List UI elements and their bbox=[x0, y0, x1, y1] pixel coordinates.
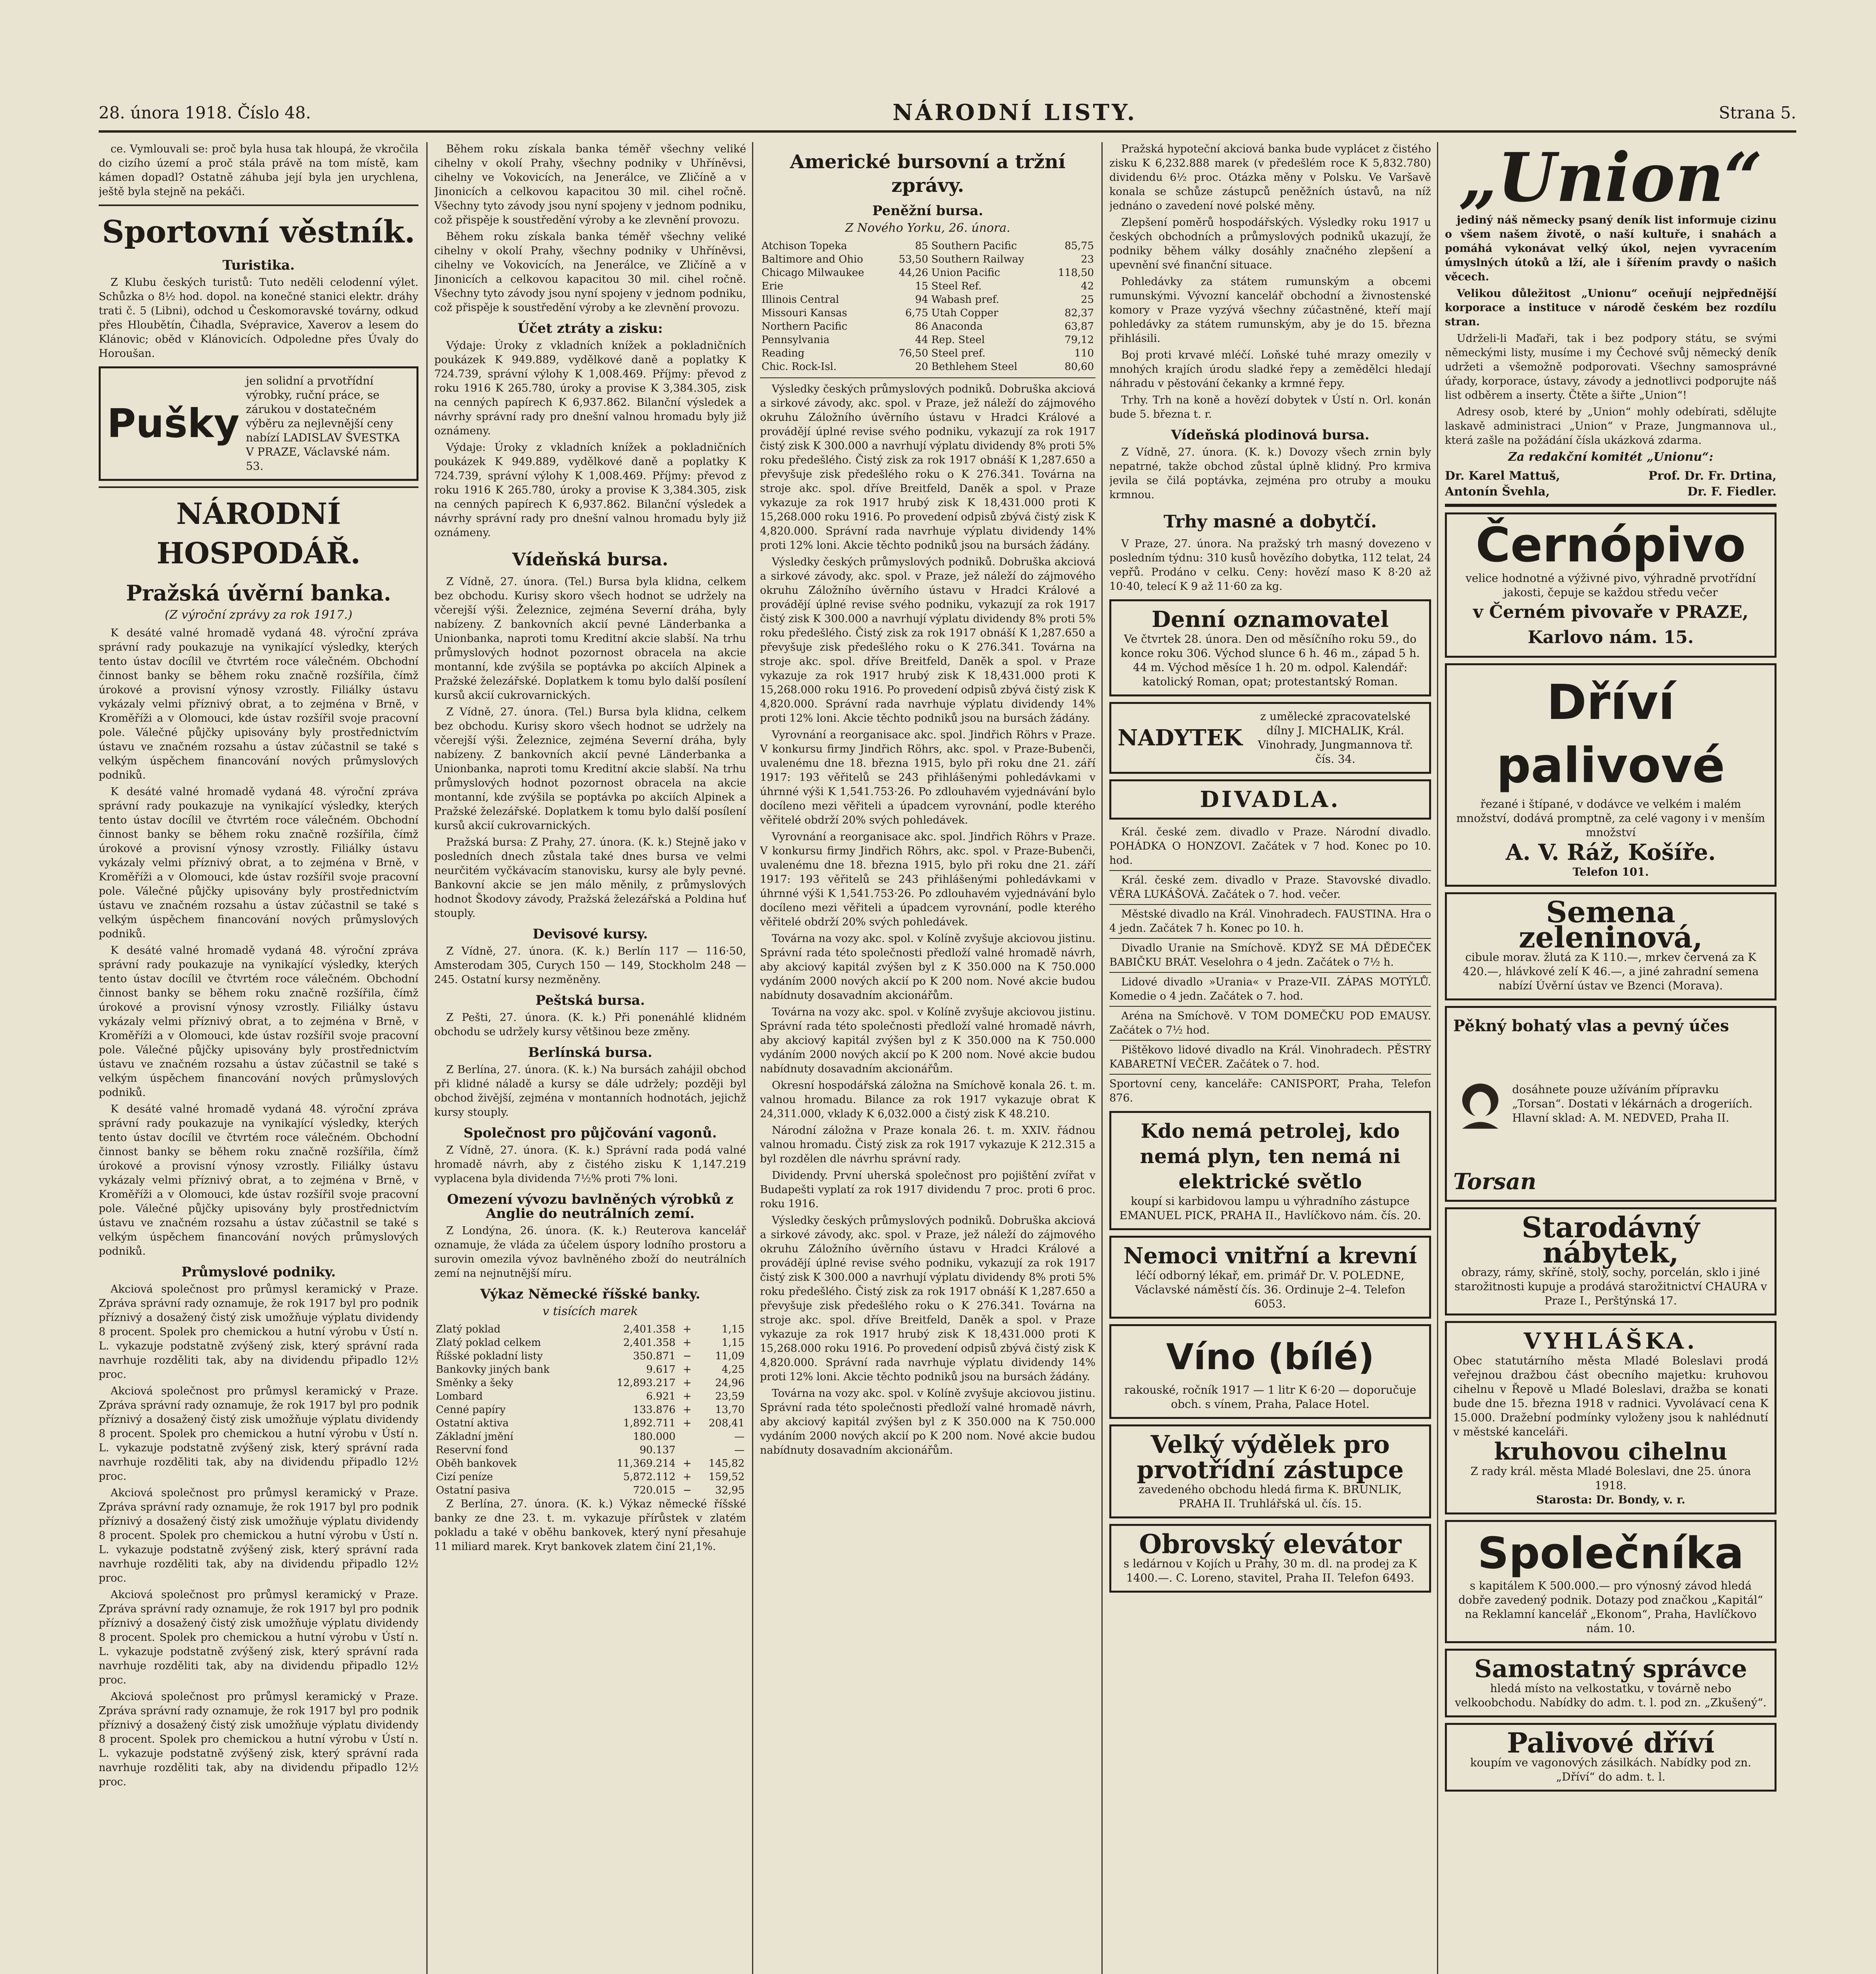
article-text: ce. Vymlouvali se: proč byla husa tak hloupá, že vkročila do cizího území a proč stála právě na tom místě, kam kámen dopadl? Ostatně záhuba její byla jen urychlena, ještě byla stejně na pekáči. bbox=[99, 143, 418, 198]
notice-text: Obec statutárního města Mladé Boleslavi prodá veřejnou dražbou část obecního majetku: kruhovou cihelnu v Řepově u Mladé Boleslavi, dražba se konati bude dne 15. března 1918 v radnici. Vyvolávací cena K 15.000. Dražební podmínky vyloženy jsou k nahlédnutí v městské kanceláři. bbox=[1453, 1354, 1768, 1438]
table-row bbox=[760, 333, 1096, 347]
table-cell: Bankovky jiných bank bbox=[436, 1364, 550, 1375]
article-text: Dividendy. První uherská společnost pro pojištění zvířat v Budapešti vyplatí za rok 1917 dividendu 7 proc. proti 6 proc. roku 1916. bbox=[760, 1169, 1096, 1210]
reichsbank-table bbox=[434, 1323, 746, 1497]
table-row bbox=[760, 293, 1096, 306]
ad-nadytek bbox=[1109, 702, 1431, 774]
table-cell bbox=[677, 1443, 693, 1457]
signature: Antonín Švehla, bbox=[1445, 485, 1550, 499]
theaters-header bbox=[1109, 779, 1431, 820]
article-title: Pražská úvěrní banka. bbox=[126, 580, 391, 606]
table-cell: Chic. Rock-Isl. bbox=[762, 361, 837, 373]
table-cell: Steel pref. bbox=[931, 347, 986, 359]
column-rule bbox=[426, 142, 428, 1974]
subsection-title: Společnost pro půjčování vagonů. bbox=[463, 1125, 717, 1141]
article-text: Výdaje: Úroky z vkladních knížek a pokladničních poukázek K 949.889, vydělkové daně a poplatky K 724.739, správní výlohy K 1,008.469. Příjmy: převod z roku 1916 K 265.780, úroky a provise K 3,384.305, zisk na cenných papírech K 6,937.862. Bilanční výsledek a návrhy správní rady pro dnešní valnou hromadu byly již oznámeny. bbox=[434, 441, 746, 539]
table-row bbox=[760, 360, 1096, 373]
table-cell: 44,26 bbox=[899, 267, 929, 279]
daily-notice-box bbox=[1109, 599, 1431, 696]
table-cell: Reading bbox=[762, 347, 805, 359]
article-text: Během roku získala banka téměř všechny veliké cihelny v okolí Prahy, všechny podniky v Uhříněvsi, cihelny ve Vokovicích, na Jenerálce, ve Zličíně a v Jinonicích a celkovou kapacitou 30 mil. cihel ročně. Všechny tyto závody jsou nyní spojeny v jednom podniku, což přispěje k soustředění výroby a ke zlevnění provozu. bbox=[434, 143, 746, 226]
signature-row bbox=[1445, 468, 1777, 484]
table-cell: 6,75 bbox=[905, 307, 929, 319]
article-text: Továrna na vozy akc. spol. v Kolíně zvyšuje akciovou jistinu. Správní rada této společnosti předloží valné hromadě návrh, aby akciový kapitál zvýšen byl z K 350.000 na K 750.000 vydáním 2000 nových akcií po K 200 nom. Nové akcie budou nabídnuty dosavadním akcionářům. bbox=[760, 933, 1096, 1002]
theater-listing: Aréna na Smíchově. V TOM DOMEČKU POD EMAUSY. Začátek o 7½ hod. bbox=[1109, 1009, 1431, 1041]
masthead-page-number: Strana 5. bbox=[1718, 103, 1796, 122]
subsection-title: Účet ztráty a zisku: bbox=[518, 321, 663, 336]
table-cell: Baltimore and Ohio bbox=[762, 253, 863, 265]
column-rule bbox=[752, 142, 753, 1974]
table-cell: 133.876 bbox=[633, 1404, 676, 1416]
ad-title: Pušky bbox=[107, 400, 240, 447]
article-text: Akciová společnost pro průmysl keramický v Praze. Zpráva správní rady oznamuje, že rok 1917 byl pro podnik příznivý a dosažený čistý zisk umožňuje výplatu dividendy 8 procent. Spolek pro chemickou a hutní výrobu v Ústí n. L. vykazuje podstatně zvýšený zisk, který správní rada navrhuje rozděliti tak, aby na dividendu připadlo 12½ proc. bbox=[99, 1589, 418, 1686]
theater-listing: Pištěkovo lidové divadlo na Král. Vinohradech. PĚSTRY KABARETNÍ VEČER. Začátek o 7. hod. bbox=[1109, 1043, 1431, 1075]
table-row bbox=[434, 1390, 746, 1403]
ad-text: cibule morav. žlutá za K 110.—, mrkev červená za K 420.—, hlávkové zelí K 46.—, a jiné zahradní semena nabízí Úvěrní ústav ve Bzenci (Morava). bbox=[1463, 951, 1759, 992]
committee-label: Za redakční komitét „Unionu“: bbox=[1508, 450, 1713, 464]
ad-text: léčí odborný lékař, em. primář Dr. V. POLEDNE, Václavské náměstí čís. 36. Ordinuje 2–4. Telefon 6053. bbox=[1135, 1269, 1405, 1310]
article-text: Z Berlína, 27. února. (K. k.) Výkaz německé říšské banky ze dne 23. t. m. vykazuje přírůstek v zlatém pokladu a také v oběhu bankovek, který nyní přesahuje 11 miliard marek. Kryt bankovek zlatem činí 21,1%. bbox=[434, 1498, 746, 1553]
column-rule bbox=[1101, 142, 1103, 1974]
table-cell: 23 bbox=[1081, 253, 1094, 265]
table-cell: Erie bbox=[762, 280, 784, 292]
table-cell: Pennsylvania bbox=[762, 334, 830, 346]
table-row bbox=[434, 1417, 746, 1430]
ad-title: Černópivo bbox=[1475, 518, 1746, 573]
table-cell: 20 bbox=[915, 361, 929, 373]
article-text: Akciová společnost pro průmysl keramický v Praze. Zpráva správní rady oznamuje, že rok 1917 byl pro podnik příznivý a dosažený čistý zisk umožňuje výplatu dividendy 8 procent. Spolek pro chemickou a hutní výrobu v Ústí n. L. vykazuje podstatně zvýšený zisk, který správní rada navrhuje rozděliti tak, aby na dividendu připadlo 12½ proc. bbox=[99, 1691, 418, 1788]
table-cell: 85,75 bbox=[1064, 240, 1094, 252]
table-cell: 24,96 bbox=[715, 1377, 745, 1389]
ad-text: z umělecké zpracovatelské dílny J. MICHALIK, Král. Vinohrady, Jungmannova tř. čís. 34. bbox=[1258, 710, 1413, 766]
divider bbox=[1445, 504, 1777, 507]
table-cell: Říšské pokladní listy bbox=[436, 1350, 543, 1362]
table-row bbox=[760, 239, 1096, 253]
table-cell: 79,12 bbox=[1064, 334, 1094, 346]
column-1 bbox=[99, 142, 418, 1974]
table-cell: 86 bbox=[915, 321, 929, 332]
signature: Dr. Karel Mattuš, bbox=[1445, 469, 1560, 483]
ad-vino bbox=[1109, 1324, 1431, 1419]
table-cell: Ostatní pasiva bbox=[436, 1484, 510, 1496]
ad-text: velice hodnotné a výživné pivo, výhradně prvotřídní jakosti, čepuje se každou středu večer bbox=[1465, 572, 1756, 599]
ad-place: v Černém pivovaře v PRAZE, Karlovo nám. 15. bbox=[1473, 602, 1748, 647]
ad-semena bbox=[1445, 892, 1777, 1000]
article-text: Trhy. Trh na koně a hovězí dobytek v Ústí n. Orl. konán bude 5. března t. r. bbox=[1109, 394, 1431, 420]
table-cell: 44 bbox=[915, 334, 929, 346]
divider bbox=[760, 377, 1096, 378]
table-cell: + bbox=[683, 1377, 692, 1389]
ad-petrolej bbox=[1109, 1111, 1431, 1230]
union-logo: „Union“ bbox=[1459, 142, 1763, 217]
article-text: Výsledky českých průmyslových podniků. Dobruška akciová a sirkové závody, akc. spol. v Praze, jež náleží do zájmového okruhu Záložního úvěrního ústavu v Hradci Králové a provádějí úplné revise svého podniku, vykazují za rok 1917 čistý zisk K 300.000 a navrhují výplatu dividendy 8% proti 5% roku předešlého. Čistý zisk za rok 1917 obnáší K 1,287.650 a převyšuje zisk předešlého roku o K 276.341. Továrna na stroje akc. spol. dříve Breitfeld, Daněk a spol. v Praze vykazuje za rok 1917 hrubý zisk K 18,431.000 proti K 15,268.000 roku 1916. Po provedení odpisů zbývá čistý zisk K 4,820.000. Správní rada navrhuje výplatu dividendy 14% proti 12% loni. Akcie těchto podniků jsou na bursách žádány. bbox=[760, 383, 1096, 552]
table-row bbox=[434, 1470, 746, 1484]
article-text: Pražská bursa: Z Prahy, 27. února. (K. k.) Stejně jako v posledních dnech zůstala také dnes bursa ve velmi neurčitém vyčkávacím stanovisku, kursy ale byly pevné. Bankovní akcie se jen málo měnily, z průmyslových hodnot Škodovy závody, Pražská železářská a Poldina huť stouply. bbox=[434, 836, 746, 919]
ad-spolecnik bbox=[1445, 1520, 1777, 1643]
theater-listing: Král. české zem. divadlo v Praze. Stavovské divadlo. VĚRA LUKÁŠOVÁ. Začátek o 7. hod. večer. bbox=[1109, 873, 1431, 905]
table-cell: + bbox=[683, 1364, 692, 1375]
ad-title: Víno (bílé) bbox=[1166, 1336, 1375, 1378]
table-cell: 82,37 bbox=[1064, 307, 1094, 319]
table-cell: 11,369.214 bbox=[617, 1458, 676, 1469]
table-cell: 9.617 bbox=[646, 1364, 676, 1375]
table-cell: 2,401.358 bbox=[623, 1337, 676, 1349]
table-cell: Steel Ref. bbox=[931, 280, 982, 292]
article-text: Z Vídně, 27. února. (K. k.) Správní rada podá valné hromadě návrh, aby z čistého zisku K 1,147.219 vyplacena byla dividenda 7½% proti 7% loni. bbox=[434, 1144, 746, 1185]
table-cell: + bbox=[683, 1337, 692, 1349]
masthead bbox=[99, 99, 1796, 133]
article-text: Z Pešti, 27. února. (K. k.) Při ponenáhlé klidném obchodu se udržely kursy většinou beze změny. bbox=[434, 1011, 746, 1038]
ad-title: Semena zeleninová, bbox=[1518, 895, 1703, 955]
table-cell: 208,41 bbox=[709, 1417, 745, 1429]
table-cell: + bbox=[683, 1404, 692, 1416]
table-cell: Cenné papíry bbox=[436, 1404, 506, 1416]
table-cell: Utah Copper bbox=[931, 307, 998, 319]
table-cell: 1,15 bbox=[722, 1337, 745, 1349]
column-2 bbox=[434, 142, 746, 1974]
ad-title: Nemoci vnitřní a krevní bbox=[1123, 1243, 1417, 1269]
table-cell: 12,893.217 bbox=[617, 1377, 676, 1389]
table-cell: 720.015 bbox=[633, 1484, 676, 1496]
theater-listing: Městské divadlo na Král. Vinohradech. FAUSTINA. Hra o 4 jedn. Začátek 7 h. Konec po 10. h. bbox=[1109, 907, 1431, 939]
ad-title: Společníka bbox=[1477, 1528, 1744, 1578]
article-text: Vyrovnání a reorganisace akc. spol. Jindřich Röhrs v Praze. V konkursu firmy Jindřich Röhrs, akc. spol. v Praze-Bubenči, uvalenému dne 18. března 1915, bylo při roku dne 21. září 1917: 193 věřitelů se 243 přihlášenými pohledávkami v úhrnné výši K 1,541.753·26. Po zdlouhavém vyjednávání bylo docíleno mezi věřiteli a úpadcem vyrovnání, podle kterého věřitelé obdrží 20% svých pohledávek. bbox=[760, 729, 1096, 826]
table-cell: Illinois Central bbox=[762, 294, 839, 306]
ad-palive bbox=[1445, 1723, 1777, 1792]
ad-text: s kapitálem K 500.000.— pro výnosný závod hledá dobře zavedený podnik. Dotazy pod značkou „Kapitál“ na Reklamní kancelář „Ekonom“, Praha, Havlíčkovo nám. 10. bbox=[1458, 1579, 1763, 1635]
ad-phone: Telefon 101. bbox=[1572, 865, 1649, 878]
table-cell: 42 bbox=[1081, 280, 1094, 292]
table-cell: Rep. Steel bbox=[931, 334, 985, 346]
ad-drivi bbox=[1445, 663, 1777, 887]
ad-cernopivo bbox=[1445, 512, 1777, 658]
table-cell: Southern Railway bbox=[931, 253, 1024, 265]
column-4 bbox=[1109, 142, 1431, 1974]
american-stock-table bbox=[760, 239, 1096, 373]
column-5 bbox=[1445, 142, 1777, 1974]
ad-spravce bbox=[1445, 1649, 1777, 1717]
table-cell: Základní jmění bbox=[436, 1431, 514, 1443]
table-row bbox=[760, 253, 1096, 266]
table-cell: Ostatní aktiva bbox=[436, 1417, 509, 1429]
table-cell: — bbox=[734, 1444, 745, 1456]
union-slogan: Velikou důležitost „Unionu“ oceňují nejpřednější korporace a instituce v národě českém bez rozdílu stran. bbox=[1445, 287, 1777, 328]
article-caption: (Z výroční zprávy za rok 1917.) bbox=[165, 608, 353, 622]
table-cell: 350.871 bbox=[633, 1350, 676, 1362]
table-cell: 1,892.711 bbox=[623, 1417, 676, 1429]
article-text: Z Vídně, 27. února. (K. k.) Dovozy všech zrnin byly nepatrné, takže obchod zůstal úplně klidný. Pro krmiva jevila se čilá poptávka, zejména pro otruby a mouku krmnou. bbox=[1109, 446, 1431, 501]
table-cell: Zlatý poklad celkem bbox=[436, 1337, 541, 1349]
table-cell: 76,50 bbox=[899, 347, 929, 359]
column-3 bbox=[760, 142, 1096, 1974]
article-text: Z Vídně, 27. února. (Tel.) Bursa byla klidna, celkem bez obchodu. Kurisy skoro všech hodnot se udržely na včerejší výši. Železnice, zejména Severní dráha, byly nabízeny. Z bankovních akcií pevné Länderbanka a Unionbanka, naproti tomu Kreditní akcie slabší. Na trhu průmyslových hodnot pozornost obracela na akcie montanní, kde zvýšila se poptávka po akciích Alpinek a Pražské železářské. Doplatkem k tomu bylo další posílení kursů akcií cukrovarnických. bbox=[434, 576, 746, 702]
table-cell: Northern Pacific bbox=[762, 321, 848, 332]
article-text: Vyrovnání a reorganisace akc. spol. Jindřich Röhrs v Praze. V konkursu firmy Jindřich Röhrs, akc. spol. v Praze-Bubenči, uvalenému dne 18. března 1915, bylo při roku dne 21. září 1917: 193 věřitelů se 243 přihlášenými pohledávkami v úhrnné výši K 1,541.753·26. Po zdlouhavém vyjednávání bylo docíleno mezi věřiteli a úpadcem vyrovnání, podle kterého věřitelé obdrží 20% svých pohledávek. bbox=[760, 831, 1096, 928]
table-cell: Reservní fond bbox=[436, 1444, 508, 1456]
section-title-theaters: DIVADLA. bbox=[1200, 786, 1341, 812]
theater-list bbox=[1109, 825, 1431, 1075]
notice-mayor: Starosta: Dr. Bondy, v. r. bbox=[1536, 1493, 1685, 1506]
article-text: K desáté valné hromadě vydaná 48. výroční zpráva správní rady poukazuje na vynikající výsledky, kterých tento ústav docílil ve čtvrtém roce válečném. Obchodní činnost banky se během roku značně rozšířila, čímž úrokové a provisní výnosy vzrostly. Filiálky ústavu vykázaly velmi příznivý obrat, a to zejména v Brně, v Kroměříži a v Olomouci, kde ústav rozšířil svoje pracovní pole. Válečné půjčky upisovány byly prostřednictvím ústavu ve značném rozsahu a ústav zúčastnil se také s velkým úspěchem financování nových průmyslových podniků. bbox=[99, 786, 418, 940]
table-cell: Bethlehem Steel bbox=[931, 361, 1017, 373]
article-text: Z Berlína, 27. února. (K. k.) Na bursách zahájil obchod při klidné náladě a kursy se dále udržely; později byl obchod živější, zejména v montanních hodnotách, jejichž kursy stouply. bbox=[434, 1064, 746, 1118]
table-row bbox=[760, 280, 1096, 293]
table-cell: 159,52 bbox=[709, 1471, 745, 1483]
article-text: Výdaje: Úroky z vkladních knížek a pokladničních poukázek K 949.889, vydělkové daně a poplatky K 724.739, správní výlohy K 1,008.469. Příjmy: převod z roku 1916 K 265.780, úroky a provise K 3,384.305, zisk na cenných papírech K 6,937.862. Bilanční výsledek a návrhy správní rady pro dnešní valnou hromadu byly již oznámeny. bbox=[434, 340, 746, 437]
table-cell: Cizí peníze bbox=[436, 1471, 493, 1483]
article-text: Akciová společnost pro průmysl keramický v Praze. Zpráva správní rady oznamuje, že rok 1917 byl pro podnik příznivý a dosažený čistý zisk umožňuje výplatu dividendy 8 procent. Spolek pro chemickou a hutní výrobu v Ústí n. L. vykazuje podstatně zvýšený zisk, který správní rada navrhuje rozděliti tak, aby na dividendu připadlo 12½ proc. bbox=[99, 1385, 418, 1482]
table-row bbox=[434, 1457, 746, 1470]
article-text: Adresy osob, které by „Union“ mohly odebírati, sdělujte laskavě administraci „Union“ v Praze, Jungmannova ul., která zašle na požádání čísla ukázková zdarma. bbox=[1445, 406, 1777, 447]
ad-nemoci bbox=[1109, 1236, 1431, 1319]
table-row bbox=[760, 266, 1096, 280]
signature: Dr. F. Fiedler. bbox=[1687, 485, 1777, 499]
ad-pusky bbox=[99, 366, 418, 481]
subsection-title: Peněžní bursa. bbox=[872, 203, 983, 219]
article-text: Výsledky českých průmyslových podniků. Dobruška akciová a sirkové závody, akc. spol. v Praze, jež náleží do zájmového okruhu Záložního úvěrního ústavu v Hradci Králové a provádějí úplné revise svého podniku, vykazují za rok 1917 čistý zisk K 300.000 a navrhují výplatu dividendy 8% proti 5% roku předešlého. Čistý zisk za rok 1917 obnáší K 1,287.650 a převyšuje zisk předešlého roku o K 276.341. Továrna na stroje akc. spol. dříve Breitfeld, Daněk a spol. v Praze vykazuje za rok 1917 hrubý zisk K 18,431.000 proti K 15,268.000 roku 1916. Po provedení odpisů zbývá čistý zisk K 4,820.000. Správní rada navrhuje výplatu dividendy 14% proti 12% loni. Akcie těchto podniků jsou na bursách žádány. bbox=[760, 1214, 1096, 1383]
article-text: Akciová společnost pro průmysl keramický v Praze. Zpráva správní rady oznamuje, že rok 1917 byl pro podnik příznivý a dosažený čistý zisk umožňuje výplatu dividendy 8 procent. Spolek pro chemickou a hutní výrobu v Ústí n. L. vykazuje podstatně zvýšený zisk, který správní rada navrhuje rozděliti tak, aby na dividendu připadlo 12½ proc. bbox=[99, 1283, 418, 1381]
article-text: Z Londýna, 26. února. (K. k.) Reuterova kancelář oznamuje, že vláda za účelem úspory lodního prostoru a surovin omezila vývoz bavlněného zboží do neutrálních zemí na nejnutnější míru. bbox=[434, 1225, 746, 1280]
table-cell: 110 bbox=[1074, 347, 1094, 359]
table-cell: 90.137 bbox=[640, 1444, 676, 1456]
table-cell: Lombard bbox=[436, 1390, 483, 1402]
ad-text: Sportovní ceny, kanceláře: CANISPORT, Praha, Telefon 876. bbox=[1109, 1078, 1431, 1104]
subsection-title: Devisové kursy. bbox=[533, 926, 648, 942]
table-cell: Southern Pacific bbox=[931, 240, 1017, 252]
table-cell: + bbox=[683, 1471, 692, 1483]
ad-text: Ve čtvrtek 28. února. Den od měsíčního roku 59., do konce roku 306. Východ slunce 6 h. 46 m., západ 5 h. 44 m. Východ měsíce 1 h. 20 m. odpol. Kalendář: katolický Roman, opat; protestantský Roman. bbox=[1120, 632, 1420, 688]
table-cell: Chicago Milwaukee bbox=[762, 267, 864, 279]
article-text: Udrželi-li Maďaři, tak i bez podpory státu, se svými německými listy, musíme i my Čechové svůj německý deník udržeti a všemožně podporovati. Všechny samosprávné úřady, korporace, ústavy, závody a jednotlivci podporujte náš list odběrem a inserty. Čtěte a šiřte „Union“! bbox=[1445, 332, 1777, 402]
table-cell: 145,82 bbox=[709, 1458, 745, 1469]
table-row bbox=[434, 1336, 746, 1349]
notice-subject: kruhovou cihelnu bbox=[1494, 1438, 1728, 1465]
table-cell: − bbox=[683, 1350, 692, 1362]
table-cell: Oběh bankovek bbox=[436, 1458, 517, 1469]
table-cell: Union Pacific bbox=[931, 267, 1000, 279]
article-text: Z Vídně, 27. února. (Tel.) Bursa byla klidna, celkem bez obchodu. Kurisy skoro všech hodnot se udržely na včerejší výši. Železnice, zejména Severní dráha, byly nabízeny. Z bankovních akcií pevné Länderbanka a Unionbanka, naproti tomu Kreditní akcie slabší. Na trhu průmyslových hodnot pozornost obracela na akcie montanní, kde zvýšila se poptávka po akciích Alpinek a Pražské železářské. Doplatkem k tomu bylo další posílení kursů akcií cukrovarnických. bbox=[434, 706, 746, 832]
table-cell: 15 bbox=[915, 280, 929, 292]
ad-title: Dříví palivové bbox=[1496, 674, 1725, 794]
ad-title: Samostatný správce bbox=[1474, 1654, 1747, 1683]
table-row bbox=[434, 1349, 746, 1363]
ad-text: koupí si karbidovou lampu u výhradního zástupce EMANUEL PICK, PRAHA II., Havlíčkovo nám. čís. 20. bbox=[1119, 1195, 1421, 1222]
table-cell: 118,50 bbox=[1058, 267, 1094, 279]
article-text: Pohledávky za státem rumunským a obcemi rumunskými. Vývozní kancelář obchodní a živnostenské komory v Praze vyzývá všechny zúčastněné, kteří mají pohledávky za státem rumunským, aby je do 15. března přihlásili. bbox=[1109, 276, 1431, 345]
ad-text: koupím ve vagonových zásilkách. Nabídky pod zn. „Dříví“ do adm. t. l. bbox=[1470, 1756, 1751, 1783]
ad-title: Palivové dříví bbox=[1507, 1726, 1715, 1759]
article-text: Z Klubu českých turistů: Tuto neděli celodenní výlet. Schůzka o 8½ hod. dopol. na konečné stanici elektr. dráhy trati č. 5 (Libni), odchod u Českomoravské továrny, odkud přes Hloubětín, Čihadla, Svépravice, Xaverov a lesem do Klánovic; oběd v Klánovicích. Odpoledne přes Úvaly do Horoušan. bbox=[99, 276, 418, 360]
table-row bbox=[434, 1443, 746, 1457]
subsection-title: Výkaz Německé říšské banky. bbox=[480, 1286, 700, 1302]
table-row bbox=[434, 1376, 746, 1390]
table-cell: 2,401.358 bbox=[623, 1323, 676, 1335]
article-text: V Praze, 27. února. Na pražský trh masný dovezeno v posledním týdnu: 310 kusů hovězího dobytka, 112 telat, 24 vepřů. Prodáno v celku. Ceny: hovězí maso K 8·20 až 10·40, telecí K 9 až 11·60 za kg. bbox=[1109, 538, 1431, 593]
table-cell: 4,25 bbox=[722, 1364, 745, 1375]
table-cell: 6.921 bbox=[646, 1390, 676, 1402]
ad-text: jen solidní a prvotřídní výrobky, ruční práce, se zárukou v dostatečném výběru za nejlevnější ceny nabízí LADISLAV ŠVESTKA V PRAZE, Václavské nám. 53. bbox=[246, 374, 400, 473]
ad-title: Kdo nemá petrolej, kdo nemá plyn, ten nemá ni elektrické světlo bbox=[1140, 1119, 1401, 1193]
article-text: Pražská hypoteční akciová banka bude vyplácet z čistého zisku K 6,232.888 marek (v předešlém roce K 5,832.780) dividendu 6½ proc. Otázka měny v Polsku. Ve Varšavě konala se schůze zástupců peněžních ústavů, na níž jednáno o zavedení nové polské měny. bbox=[1109, 143, 1431, 212]
table-row bbox=[434, 1430, 746, 1443]
table-cell: Směnky a šeky bbox=[436, 1377, 514, 1389]
notice-vyhlaska bbox=[1445, 1321, 1777, 1514]
article-title: Vídeňská bursa. bbox=[512, 550, 668, 570]
article-text: Boj proti krvavé mléčí. Loňské tuhé mrazy omezily v mnohých krajích úrodu sladké řepy a zemědělci hledají náhradu v pěstování čekanky a krmné řepy. bbox=[1109, 349, 1431, 390]
article-text: Výsledky českých průmyslových podniků. Dobruška akciová a sirkové závody, akc. spol. v Praze, jež náleží do zájmového okruhu Záložního úvěrního ústavu v Hradci Králové a provádějí úplné revise svého podniku, vykazují za rok 1917 čistý zisk K 300.000 a navrhují výplatu dividendy 8% proti 5% roku předešlého. Čistý zisk za rok 1917 obnáší K 1,287.650 a převyšuje zisk předešlého roku o K 276.341. Továrna na stroje akc. spol. dříve Breitfeld, Daněk a spol. v Praze vykazuje za rok 1917 hrubý zisk K 18,431.000 proti K 15,268.000 roku 1916. Po provedení odpisů zbývá čistý zisk K 4,820.000. Správní rada navrhuje výplatu dividendy 14% proti 12% loni. Akcie těchto podniků jsou na bursách žádány. bbox=[760, 556, 1096, 724]
woman-portrait-illustration bbox=[1453, 1039, 1507, 1169]
column-rule bbox=[1437, 142, 1438, 1974]
article-text: Továrna na vozy akc. spol. v Kolíně zvyšuje akciovou jistinu. Správní rada této společnosti předloží valné hromadě návrh, aby akciový kapitál zvýšen byl z K 350.000 na K 750.000 vydáním 2000 nových akcií po K 200 nom. Nové akcie budou nabídnuty dosavadním akcionářům. bbox=[760, 1006, 1096, 1075]
table-cell: + bbox=[683, 1323, 692, 1335]
table-row bbox=[760, 320, 1096, 333]
ad-title: Starodávný nábytek, bbox=[1521, 1210, 1700, 1269]
ad-vydelek bbox=[1109, 1424, 1431, 1518]
subsection-title: Peštská bursa. bbox=[535, 993, 645, 1008]
ad-text: rakouské, ročník 1917 — 1 litr K 6·20 — doporučuje obch. s vínem, Praha, Palace Hotel. bbox=[1124, 1383, 1416, 1411]
ad-torsan bbox=[1445, 1006, 1777, 1202]
table-cell: 32,95 bbox=[715, 1484, 745, 1496]
notice-sign: Z rady král. města Mladé Boleslavi, dne 25. února 1918. bbox=[1470, 1465, 1751, 1492]
ad-title: Denní oznamovatel bbox=[1152, 606, 1389, 632]
ad-text: dosáhnete pouze užíváním přípravku „Torsan“. Dostati v lékárnách a drogeriích. Hlavní sklad: A. M. NEDVED, Praha II. bbox=[1512, 1083, 1753, 1124]
subsection-title: Průmyslové podniky. bbox=[181, 1264, 336, 1280]
table-cell: Anaconda bbox=[931, 321, 983, 332]
article-text: Národní záložna v Praze konala 26. t. m. XXIV. řádnou valnou hromadu. Čistý zisk za rok 1917 vykazuje K 212.315 a byl rozdělen dle návrhu správní rady. bbox=[760, 1124, 1096, 1165]
ad-text: s ledárnou v Kojích u Prahy, 30 m. dl. na prodej za K 1400.—. C. Loreno, stavitel, Praha II. Telefon 6493. bbox=[1123, 1557, 1417, 1584]
table-cell: + bbox=[683, 1390, 692, 1402]
ad-logo: Torsan bbox=[1453, 1169, 1536, 1195]
theater-listing: Divadlo Uranie na Smíchově. KDYŽ SE MÁ DĚDEČEK BABIČKU BRÁT. Veselohra o 4 jedn. Začátek o 7½ h. bbox=[1109, 941, 1431, 973]
table-cell bbox=[677, 1430, 693, 1443]
table-row bbox=[760, 347, 1096, 360]
divider bbox=[99, 205, 418, 206]
table-row bbox=[434, 1403, 746, 1417]
table-cell: 53,50 bbox=[899, 253, 929, 265]
signature-row bbox=[1445, 484, 1777, 500]
article-text: Z Vídně, 27. února. (K. k.) Berlín 117 — 116·50, Amsterodam 305, Curych 150 — 149, Stockholm 248 — 245. Ostatní kursy nezměněny. bbox=[434, 945, 746, 986]
masthead-date: 28. února 1918. Číslo 48. bbox=[99, 103, 311, 122]
subsection-title: Turistika. bbox=[222, 257, 295, 273]
article-title: Trhy masné a dobytčí. bbox=[1163, 512, 1377, 532]
table-cell: 80,60 bbox=[1064, 361, 1094, 373]
subsection-title: Omezení vývozu bavlněných výrobků z Anglie do neutrálních zemí. bbox=[447, 1192, 734, 1222]
ad-title: Velký výdělek pro prvotřídní zástupce bbox=[1137, 1430, 1404, 1484]
article-text: Továrna na vozy akc. spol. v Kolíně zvyšuje akciovou jistinu. Správní rada této společnosti předloží valné hromadě návrh, aby akciový kapitál zvýšen byl z K 350.000 na K 750.000 vydáním 2000 nových akcií po K 200 nom. Nové akcie budou nabídnuty dosavadním akcionářům. bbox=[760, 1387, 1096, 1456]
ad-title: Obrovský elevátor bbox=[1139, 1529, 1401, 1559]
table-cell: 11,09 bbox=[715, 1350, 745, 1362]
ad-text: řezané i štípané, v dodávce ve velkém i malém množství, dodává promptně, za celé vagony i v menším množství bbox=[1456, 797, 1765, 839]
table-row bbox=[760, 306, 1096, 320]
table-cell: 23,59 bbox=[715, 1390, 745, 1402]
table-cell: 1,15 bbox=[722, 1323, 745, 1335]
ad-firm: A. V. Ráž, Košíře. bbox=[1505, 839, 1716, 865]
table-caption: v tisících marek bbox=[542, 1304, 638, 1318]
subsection-title: Berlínská bursa. bbox=[528, 1045, 653, 1060]
table-cell: 25 bbox=[1081, 294, 1094, 306]
ad-elevator bbox=[1109, 1524, 1431, 1593]
article-text: K desáté valné hromadě vydaná 48. výroční zpráva správní rady poukazuje na vynikající výsledky, kterých tento ústav docílil ve čtvrtém roce válečném. Obchodní činnost banky se během roku značně rozšířila, čímž úrokové a provisní výnosy vzrostly. Filiálky ústavu vykázaly velmi příznivý obrat, a to zejména v Brně, v Kroměříži a v Olomouci, kde ústav rozšířil svoje pracovní pole. Válečné půjčky upisovány byly prostřednictvím ústavu ve značném rozsahu a ústav zúčastnil se také s velkým úspěchem financování nových průmyslových podniků. bbox=[99, 627, 418, 781]
table-cell: + bbox=[683, 1417, 692, 1429]
ad-text: hledá místo na velkostatku, v továrně nebo velkoobchodu. Nabídky do adm. t. l. pod zn. „Zkušený“. bbox=[1455, 1682, 1767, 1709]
table-cell: Missouri Kansas bbox=[762, 307, 847, 319]
table-cell: 13,70 bbox=[715, 1404, 745, 1416]
article-text: jediný náš německy psaný deník list informuje cizinu o všem našem životě, o naší kultuře, i snahách a pomáhá vykonávat velký úkol, nejen vyvracením úmyslných útoků a lží, ale i šířením pravdy o našich věcech. bbox=[1445, 214, 1777, 283]
signature: Prof. Dr. Fr. Drtina, bbox=[1648, 469, 1777, 483]
ad-title: Pěkný bohatý vlas a pevný účes bbox=[1453, 1017, 1729, 1035]
table-cell: − bbox=[683, 1484, 692, 1496]
table-cell: 5,872.112 bbox=[623, 1471, 676, 1483]
table-row bbox=[434, 1323, 746, 1336]
table-caption: Z Nového Yorku, 26. února. bbox=[845, 221, 1011, 235]
table-cell: Atchison Topeka bbox=[762, 240, 847, 252]
subsection-title: Vídeňská plodinová bursa. bbox=[1171, 427, 1369, 443]
ad-text: obrazy, rámy, skříně, stoly, sochy, porcelán, sklo i jiné starožitnosti kupuje a prodává starožitnictví CHAURA v Praze I., Perštýnská 17. bbox=[1454, 1266, 1767, 1307]
theater-listing: Král. české zem. divadlo v Praze. Národní divadlo. POHÁDKA O HONZOVI. Začátek v 7 hod. Konec po 10. hod. bbox=[1109, 825, 1431, 871]
table-cell: Wabash pref. bbox=[931, 294, 999, 306]
table-cell: 85 bbox=[915, 240, 929, 252]
table-cell: 180.000 bbox=[633, 1431, 676, 1443]
table-cell: — bbox=[734, 1431, 745, 1443]
ad-starodavny bbox=[1445, 1207, 1777, 1315]
notice-title: VYHLÁŠKA. bbox=[1523, 1328, 1698, 1354]
masthead-title: NÁRODNÍ LISTY. bbox=[892, 99, 1137, 126]
article-title: Americké bursovní a tržní zprávy. bbox=[790, 151, 1066, 197]
table-row bbox=[434, 1484, 746, 1497]
theater-listing: Lidové divadlo »Urania« v Praze-VII. ZÁPAS MOTÝLŮ. Komedie o 4 jedn. Začátek o 7. hod. bbox=[1109, 975, 1431, 1007]
article-text: Akciová společnost pro průmysl keramický v Praze. Zpráva správní rady oznamuje, že rok 1917 byl pro podnik příznivý a dosažený čistý zisk umožňuje výplatu dividendy 8 procent. Spolek pro chemickou a hutní výrobu v Ústí n. L. vykazuje podstatně zvýšený zisk, který správní rada navrhuje rozděliti tak, aby na dividendu připadlo 12½ proc. bbox=[99, 1487, 418, 1584]
ad-text: zavedeného obchodu hledá firma K. BRUNLIK, PRAHA II. Truhlářská ul. čís. 15. bbox=[1139, 1483, 1402, 1510]
article-text: K desáté valné hromadě vydaná 48. výroční zpráva správní rady poukazuje na vynikající výsledky, kterých tento ústav docílil ve čtvrtém roce válečném. Obchodní činnost banky se během roku značně rozšířila, čímž úrokové a provisní výnosy vzrostly. Filiálky ústavu vykázaly velmi příznivý obrat, a to zejména v Brně, v Kroměříži a v Olomouci, kde ústav rozšířil svoje pracovní pole. Válečné půjčky upisovány byly prostřednictvím ústavu ve značném rozsahu a ústav zúčastnil se také s velkým úspěchem financování nových průmyslových podniků. bbox=[99, 1103, 418, 1257]
section-title-sport: Sportovní věstník. bbox=[102, 214, 415, 250]
divider bbox=[99, 486, 418, 488]
ad-title: NADYTEK bbox=[1118, 725, 1243, 751]
table-cell: 63,87 bbox=[1064, 321, 1094, 332]
table-cell: + bbox=[683, 1458, 692, 1469]
table-row bbox=[434, 1363, 746, 1376]
article-text: Během roku získala banka téměř všechny veliké cihelny v okolí Prahy, všechny podniky v Uhříněvsi, cihelny ve Vokovicích, na Jenerálce, ve Zličíně a v Jinonicích a celkovou kapacitou 30 mil. cihel ročně. Všechny tyto závody jsou nyní spojeny v jednom podniku, což přispěje k soustředění výroby a ke zlevnění provozu. bbox=[434, 231, 746, 314]
article-text: Okresní hospodářská záložna na Smíchově konala 26. t. m. valnou hromadu. Bilance za rok 1917 vykazuje obrat K 24,311.000, vklady K 6,032.000 a čistý zisk K 48.210. bbox=[760, 1079, 1096, 1120]
article-text: K desáté valné hromadě vydaná 48. výroční zpráva správní rady poukazuje na vynikající výsledky, kterých tento ústav docílil ve čtvrtém roce válečném. Obchodní činnost banky se během roku značně rozšířila, čímž úrokové a provisní výnosy vzrostly. Filiálky ústavu vykázaly velmi příznivý obrat, a to zejména v Brně, v Kroměříži a v Olomouci, kde ústav rozšířil svoje pracovní pole. Válečné půjčky upisovány byly prostřednictvím ústavu ve značném rozsahu a ústav zúčastnil se také s velkým úspěchem financování nových průmyslových podniků. bbox=[99, 944, 418, 1099]
table-cell: Zlatý poklad bbox=[436, 1323, 501, 1335]
article-text: Zlepšení poměrů hospodářských. Výsledky roku 1917 u českých obchodních a průmyslových podniků ukazují, že podniky během války dosáhly značného zlepšení a upevnění své finanční situace. bbox=[1109, 216, 1431, 271]
section-title-economy: NÁRODNÍ HOSPODÁŘ. bbox=[156, 497, 361, 570]
table-cell: 94 bbox=[915, 294, 929, 306]
